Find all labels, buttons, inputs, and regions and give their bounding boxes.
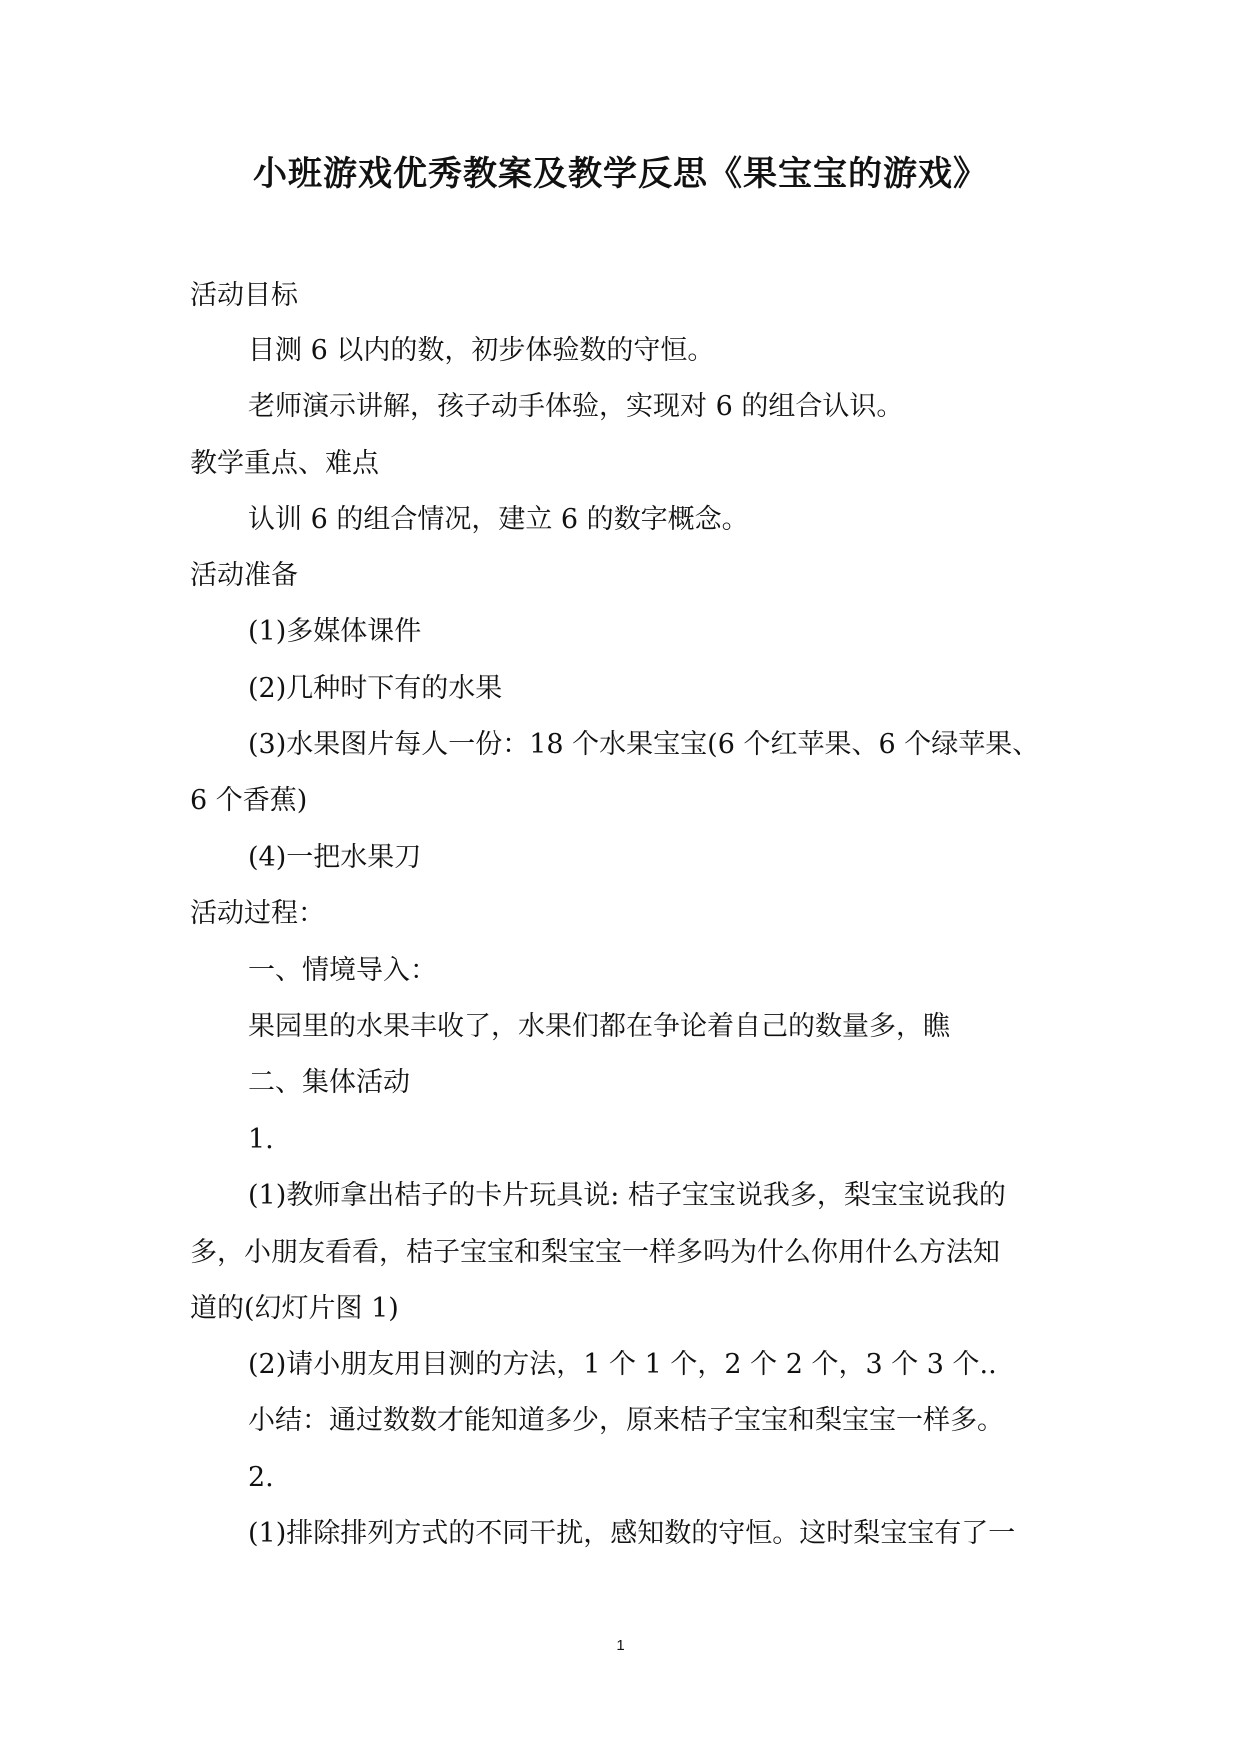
paragraph-continuation: 多，小朋友看看，桔子宝宝和梨宝宝一样多吗为什么你用什么方法知 [190, 1237, 1000, 1268]
step-number: 1. [248, 1124, 274, 1155]
paragraph: 认训 6 的组合情况，建立 6 的数字概念。 [248, 504, 749, 535]
paragraph: (2)请小朋友用目测的方法，1 个 1 个，2 个 2 个，3 个 3 个.. [248, 1349, 997, 1380]
paragraph: (1)教师拿出桔子的卡片玩具说: 桔子宝宝说我多，梨宝宝说我的 [248, 1180, 1006, 1211]
paragraph: 老师演示讲解，孩子动手体验，实现对 6 的组合认识。 [248, 391, 904, 422]
document-title: 小班游戏优秀教案及教学反思《果宝宝的游戏》 [253, 154, 988, 194]
list-item: (3)水果图片每人一份：18 个水果宝宝(6 个红苹果、6 个绿苹果、 [248, 729, 1040, 760]
heading-key-points: 教学重点、难点 [190, 448, 379, 479]
paragraph: 目测 6 以内的数，初步体验数的守恒。 [248, 335, 715, 366]
heading-preparation: 活动准备 [190, 560, 298, 591]
list-item: (2)几种时下有的水果 [248, 673, 503, 704]
list-item: (1)多媒体课件 [248, 616, 422, 647]
heading-process: 活动过程： [190, 898, 325, 929]
subheading: 二、集体活动 [248, 1067, 410, 1098]
list-item: (4)一把水果刀 [248, 842, 422, 873]
paragraph: (1)排除排列方式的不同干扰，感知数的守恒。这时梨宝宝有了一 [248, 1518, 1016, 1549]
heading-activity-goals: 活动目标 [190, 280, 298, 311]
list-item-continuation: 6 个香蕉) [190, 785, 308, 816]
summary: 小结：通过数数才能知道多少，原来桔子宝宝和梨宝宝一样多。 [248, 1405, 1004, 1436]
paragraph-continuation: 道的(幻灯片图 1) [190, 1293, 399, 1324]
step-number: 2. [248, 1462, 274, 1493]
paragraph: 果园里的水果丰收了，水果们都在争论着自己的数量多，瞧 [248, 1011, 950, 1042]
page-number: 1 [616, 1637, 625, 1654]
subheading: 一、情境导入： [248, 955, 437, 986]
